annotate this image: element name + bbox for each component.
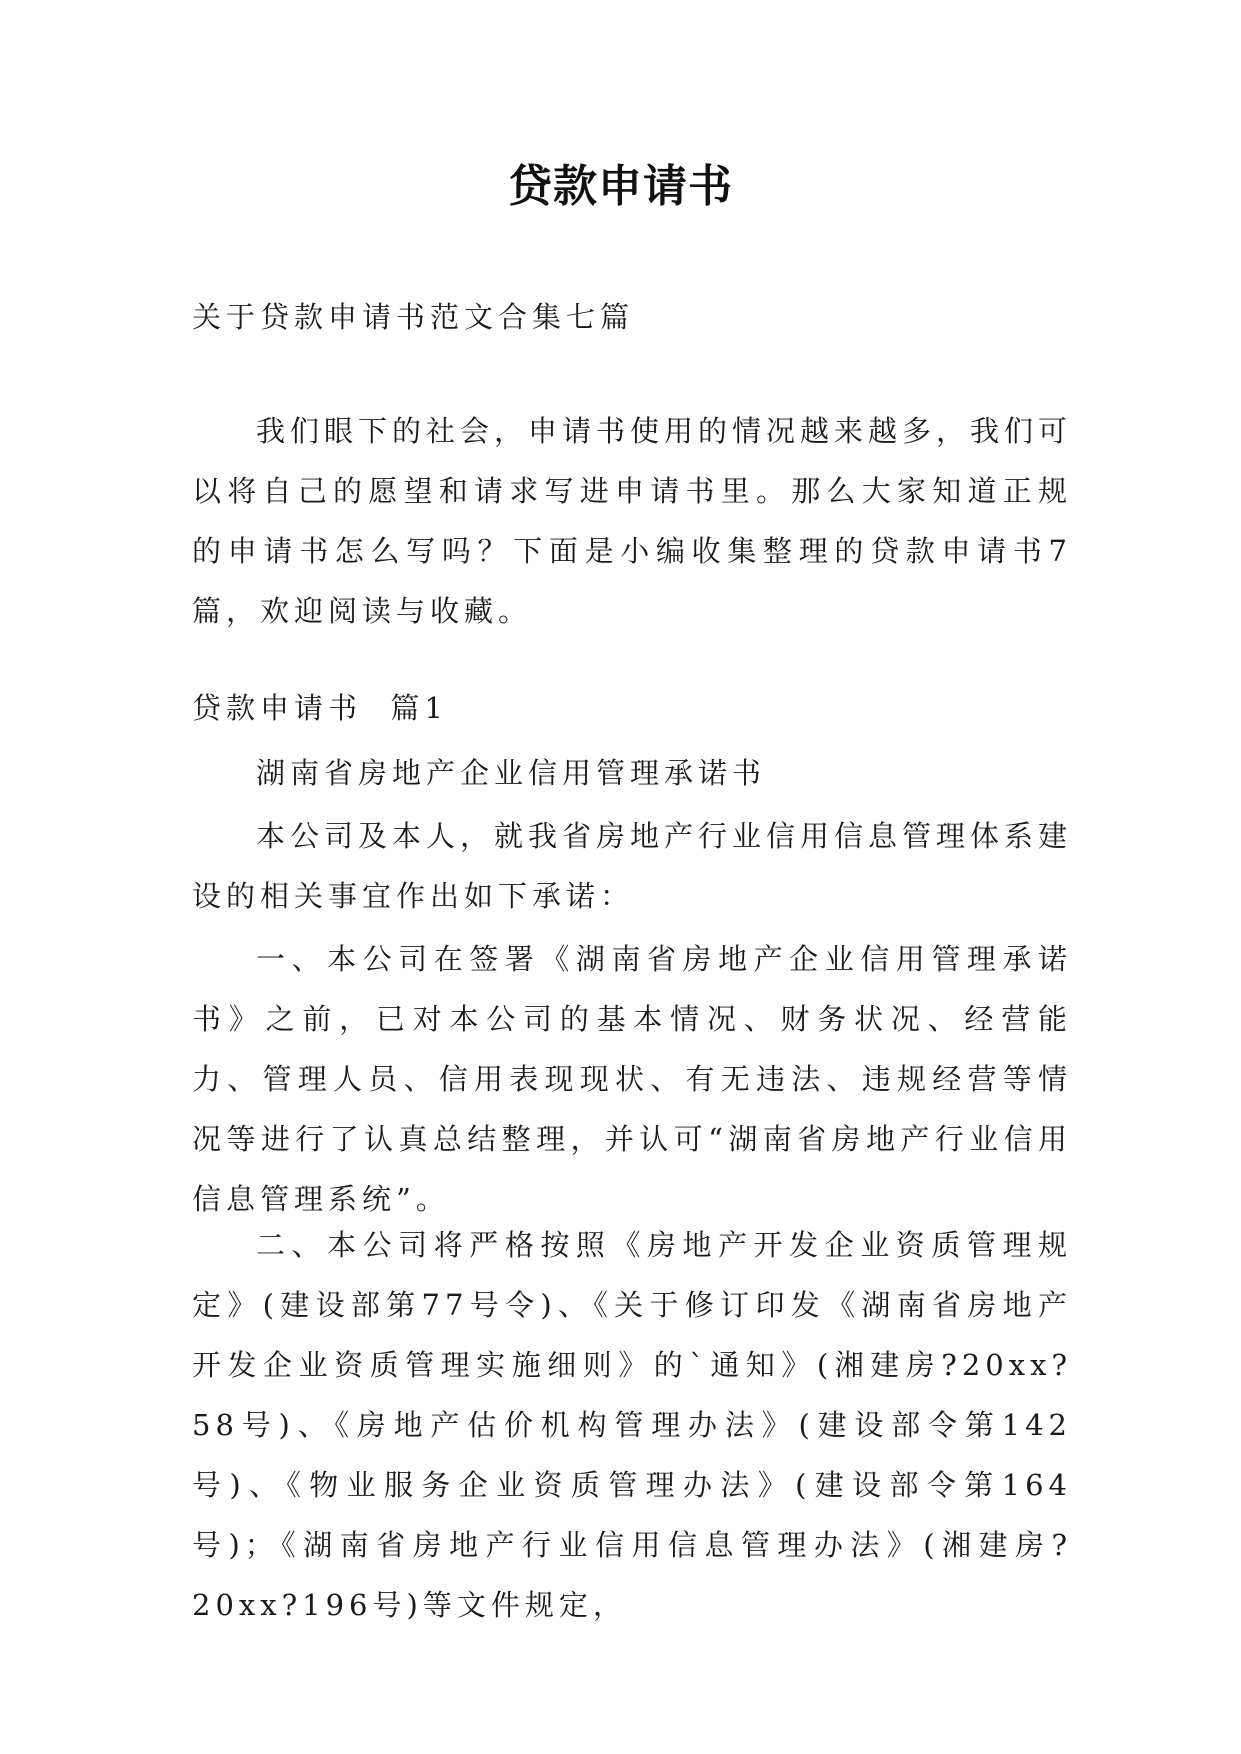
paragraph-commitment-intro: 本公司及本人，就我省房地产行业信用信息管理体系建设的相关事宜作出如下承诺：: [192, 819, 1073, 913]
document-subtitle: 关于贷款申请书范文合集七篇: [192, 300, 635, 334]
document-title: 贷款申请书: [508, 161, 733, 212]
intro-paragraph: 我们眼下的社会，申请书使用的情况越来越多，我们可以将自己的愿望和请求写进申请书里。那么大家知道正规的申请书怎么写吗？下面是小编收集整理的贷款申请书7篇，欢迎阅读与收藏。: [192, 414, 1073, 628]
section-heading: 贷款申请书 篇1: [192, 691, 448, 725]
paragraph-item-two: 二、本公司将严格按照《房地产开发企业资质管理规定》(建设部第77号令)、《关于修订印发《湖南省房地产开发企业资质管理实施细则》的`通知》(湘建房?20xx?58号)、《房地产估价机构管理办法》(建设部令第142号)、《物业服务企业资质管理办法》(建设部令第164号)；《湖南省房地产行业信用信息管理办法》(湘建房?20xx?196号)等文件规定，: [192, 1228, 1072, 1622]
paragraph-item-one: 一、本公司在签署《湖南省房地产企业信用管理承诺书》之前，已对本公司的基本情况、财务状况、经营能力、管理人员、信用表现现状、有无违法、违规经营等情况等进行了认真总结整理，并认可“湖南省房地产行业信用信息管理系统”。: [192, 942, 1072, 1216]
paragraph-commitment-title: 湖南省房地产企业信用管理承诺书: [256, 756, 767, 790]
